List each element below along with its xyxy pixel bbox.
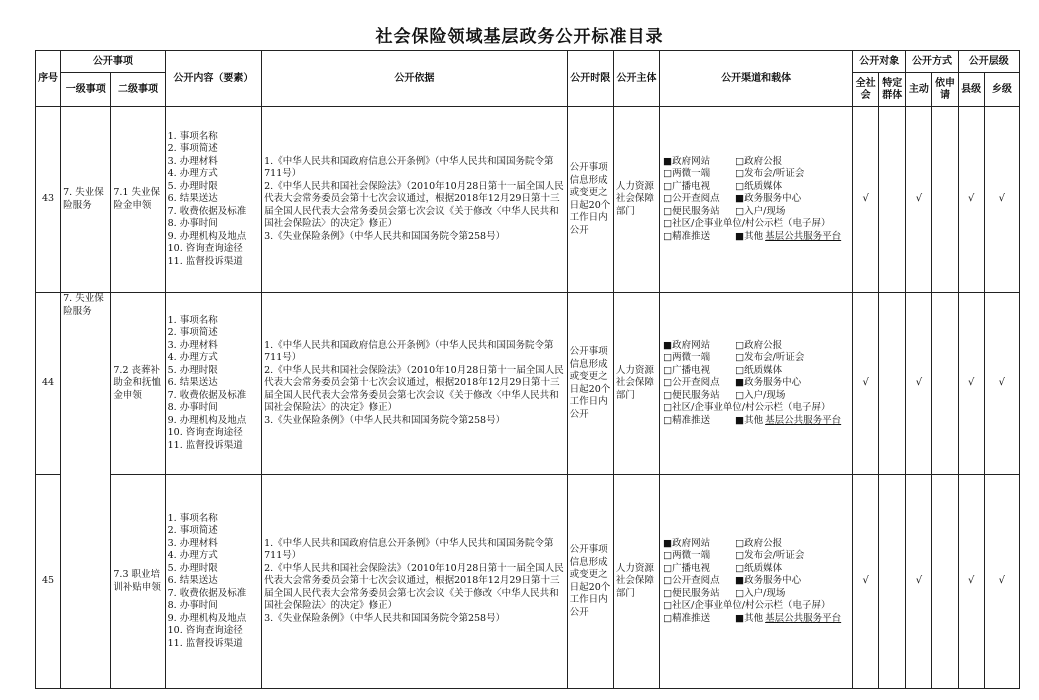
content-item: 3. 办理材料 xyxy=(167,339,218,351)
basis-item: 3.《失业保险条例》（中华人民共和国国务院令第258号） xyxy=(264,612,506,624)
content-item: 9. 办理机构及地点 xyxy=(167,612,247,624)
channel-row xyxy=(663,550,850,563)
content-item: 10. 咨询查询途径 xyxy=(167,427,243,439)
check-cell xyxy=(879,293,906,475)
check-cell: √ xyxy=(984,293,1019,475)
content-item: 6. 结果送达 xyxy=(167,193,218,205)
channel-option: ■政府网站 xyxy=(663,339,711,351)
channel-row xyxy=(663,206,850,219)
channel-option: □入户/现场 xyxy=(735,205,786,217)
check-cell: √ xyxy=(958,475,984,689)
header-level-town: 乡级 xyxy=(984,73,1019,107)
check-cell xyxy=(932,293,958,475)
row-channel xyxy=(660,107,853,293)
channel-option: □便民服务站 xyxy=(663,389,720,401)
header-time: 公开时限 xyxy=(567,51,613,107)
channel-option: ■政府网站 xyxy=(663,155,711,167)
channel-row xyxy=(663,156,850,169)
channel-option: □广播电视 xyxy=(663,562,711,574)
check-cell: √ xyxy=(958,293,984,475)
channel-option: ■政务服务中心 xyxy=(735,193,802,205)
check-cell xyxy=(932,107,958,293)
channel-option: □便民服务站 xyxy=(663,205,720,217)
row-basis xyxy=(262,475,568,689)
row-level1-text: 7. 失业保险服务 xyxy=(63,293,104,317)
channel-option: □纸质媒体 xyxy=(735,364,783,376)
page-title: 社会保险领域基层政务公开标准目录 xyxy=(375,27,664,47)
channel-row xyxy=(663,390,850,403)
content-item: 6. 结果送达 xyxy=(167,575,218,587)
content-item: 8. 办事时间 xyxy=(167,600,218,612)
check-cell: √ xyxy=(984,475,1019,689)
channel-option: □广播电视 xyxy=(663,364,711,376)
channel-option: □广播电视 xyxy=(663,180,711,192)
header-level2: 二级事项 xyxy=(111,73,165,107)
row-basis xyxy=(262,293,568,475)
check-cell xyxy=(932,475,958,689)
channel-option: □入户/现场 xyxy=(735,389,786,401)
check-cell: √ xyxy=(906,293,932,475)
header-level1: 一级事项 xyxy=(61,73,111,107)
header-target-special: 特定群体 xyxy=(879,73,906,107)
channel-option: □精准推送 xyxy=(663,414,711,426)
content-item: 5. 办理时限 xyxy=(167,562,218,574)
header-target-all: 全社会 xyxy=(853,73,879,107)
header-method-request: 依申请 xyxy=(932,73,958,107)
basis-item: 3.《失业保险条例》（中华人民共和国国务院令第258号） xyxy=(264,414,506,426)
row-channel xyxy=(660,293,853,475)
row-content-list xyxy=(165,107,261,293)
channel-other-text: 基层公共服务平台 xyxy=(765,230,842,242)
channel-option: □公开查阅点 xyxy=(663,377,720,389)
content-item: 1. 事项名称 xyxy=(167,130,218,142)
content-item: 2. 事项简述 xyxy=(167,143,218,155)
channel-row xyxy=(663,563,850,576)
header-level: 公开层级 xyxy=(958,51,1019,73)
channel-option: □两微一端 xyxy=(663,352,711,364)
channel-other-text: 基层公共服务平台 xyxy=(765,612,842,624)
content-item: 8. 办事时间 xyxy=(167,402,218,414)
channel-option: □社区/企事业单位/村公示栏（电子屏） xyxy=(663,218,831,230)
basis-item: 1.《中华人民共和国政府信息公开条例》（中华人民共和国国务院令第711号） xyxy=(264,537,554,562)
channel-other-text: 基层公共服务平台 xyxy=(765,414,842,426)
content-item: 6. 结果送达 xyxy=(167,377,218,389)
channel-row xyxy=(663,168,850,181)
check-cell: √ xyxy=(906,107,932,293)
header-row-1 xyxy=(36,51,1020,73)
row-level1 xyxy=(61,293,111,689)
check-cell: √ xyxy=(853,107,879,293)
content-item: 11. 监督投诉渠道 xyxy=(167,637,243,649)
check-cell: √ xyxy=(984,107,1019,293)
row-subject: 人力资源社会保障部门 xyxy=(613,107,659,293)
basis-item: 3.《失业保险条例》（中华人民共和国国务院令第258号） xyxy=(264,230,506,242)
header-basis: 公开依据 xyxy=(262,51,568,107)
channel-row xyxy=(663,588,850,601)
table-row xyxy=(36,293,1020,475)
header-target: 公开对象 xyxy=(853,51,906,73)
channel-option: □发布会/听证会 xyxy=(735,550,805,562)
channel-row xyxy=(663,365,850,378)
channel-option: □公开查阅点 xyxy=(663,193,720,205)
check-cell xyxy=(879,107,906,293)
row-level1: 7. 失业保险服务 xyxy=(61,107,111,293)
content-item: 4. 办理方式 xyxy=(167,168,218,180)
header-seq: 序号 xyxy=(36,51,61,107)
channel-option: □发布会/听证会 xyxy=(735,168,805,180)
channel-option: ■其他 xyxy=(735,230,764,242)
check-cell: √ xyxy=(853,475,879,689)
row-time: 公开事项信息形成或变更之日起20个工作日内公开 xyxy=(567,475,613,689)
channel-option: □两微一端 xyxy=(663,550,711,562)
table-row xyxy=(36,107,1020,293)
channel-option: □两微一端 xyxy=(663,168,711,180)
channel-row xyxy=(663,538,850,551)
content-item: 3. 办理材料 xyxy=(167,155,218,167)
channel-row xyxy=(663,613,850,626)
row-seq: 44 xyxy=(36,293,61,475)
channel-option: □精准推送 xyxy=(663,612,711,624)
header-method: 公开方式 xyxy=(906,51,958,73)
channel-option: □纸质媒体 xyxy=(735,180,783,192)
row-subject: 人力资源社会保障部门 xyxy=(613,475,659,689)
content-item: 10. 咨询查询途径 xyxy=(167,243,243,255)
content-item: 7. 收费依据及标准 xyxy=(167,389,247,401)
channel-row xyxy=(663,377,850,390)
channel-option: ■政府网站 xyxy=(663,537,711,549)
basis-item: 2.《中华人民共和国社会保险法》（2010年10月28日第十一届全国人民代表大会常务委员会第十七次会议通过，根据2018年12月29日第十三届全国人民代表大会常务委员会第七次会议《关于修改〈中华人民共和国社会保险法〉的决定》修正） xyxy=(264,562,564,612)
channel-option: □政府公报 xyxy=(735,339,783,351)
basis-item: 2.《中华人民共和国社会保险法》（2010年10月28日第十一届全国人民代表大会常务委员会第十七次会议通过，根据2018年12月29日第十三届全国人民代表大会常务委员会第七次会议《关于修改〈中华人民共和国社会保险法〉的决定》修正） xyxy=(264,364,564,414)
check-cell: √ xyxy=(958,107,984,293)
row-content-list xyxy=(165,475,261,689)
header-method-active: 主动 xyxy=(906,73,932,107)
content-item: 9. 办理机构及地点 xyxy=(167,414,247,426)
content-item: 7. 收费依据及标准 xyxy=(167,587,247,599)
row-time: 公开事项信息形成或变更之日起20个工作日内公开 xyxy=(567,293,613,475)
content-item: 2. 事项简述 xyxy=(167,327,218,339)
content-item: 7. 收费依据及标准 xyxy=(167,205,247,217)
channel-row xyxy=(663,352,850,365)
basis-item: 1.《中华人民共和国政府信息公开条例》（中华人民共和国国务院令第711号） xyxy=(264,155,554,180)
channel-option: □发布会/听证会 xyxy=(735,352,805,364)
row-channel xyxy=(660,475,853,689)
channel-row xyxy=(663,181,850,194)
row-content-list xyxy=(165,293,261,475)
header-matter: 公开事项 xyxy=(61,51,166,73)
header-level-county: 县级 xyxy=(958,73,984,107)
content-item: 5. 办理时限 xyxy=(167,180,218,192)
channel-option: □纸质媒体 xyxy=(735,562,783,574)
row-subject: 人力资源社会保障部门 xyxy=(613,293,659,475)
content-item: 9. 办理机构及地点 xyxy=(167,230,247,242)
catalog-table xyxy=(35,50,1020,689)
row-time: 公开事项信息形成或变更之日起20个工作日内公开 xyxy=(567,107,613,293)
content-item: 4. 办理方式 xyxy=(167,352,218,364)
check-cell: √ xyxy=(906,475,932,689)
check-cell: √ xyxy=(853,293,879,475)
channel-option: □便民服务站 xyxy=(663,587,720,599)
channel-row xyxy=(663,231,850,244)
header-subject: 公开主体 xyxy=(613,51,659,107)
table-row xyxy=(36,475,1020,689)
content-item: 11. 监督投诉渠道 xyxy=(167,255,243,267)
content-item: 2. 事项简述 xyxy=(167,525,218,537)
row-seq: 45 xyxy=(36,475,61,689)
row-level2: 7.3 职业培训补贴申领 xyxy=(111,475,165,689)
channel-option: □政府公报 xyxy=(735,155,783,167)
content-item: 4. 办理方式 xyxy=(167,550,218,562)
content-item: 11. 监督投诉渠道 xyxy=(167,439,243,451)
channel-option: ■其他 xyxy=(735,612,764,624)
channel-row xyxy=(663,193,850,206)
channel-option: □社区/企事业单位/村公示栏（电子屏） xyxy=(663,402,831,414)
channel-option: □社区/企事业单位/村公示栏（电子屏） xyxy=(663,600,831,612)
header-content: 公开内容（要素） xyxy=(165,51,261,107)
content-item: 1. 事项名称 xyxy=(167,512,218,524)
content-item: 10. 咨询查询途径 xyxy=(167,625,243,637)
check-cell xyxy=(879,475,906,689)
channel-option: □精准推送 xyxy=(663,230,711,242)
channel-row xyxy=(663,575,850,588)
row-seq: 43 xyxy=(36,107,61,293)
channel-option: ■政务服务中心 xyxy=(735,377,802,389)
channel-option: □公开查阅点 xyxy=(663,575,720,587)
channel-row xyxy=(663,340,850,353)
row-level2: 7.2 丧葬补助金和抚恤金申领 xyxy=(111,293,165,475)
basis-item: 1.《中华人民共和国政府信息公开条例》（中华人民共和国国务院令第711号） xyxy=(264,339,554,364)
content-item: 8. 办事时间 xyxy=(167,218,218,230)
content-item: 3. 办理材料 xyxy=(167,537,218,549)
content-item: 1. 事项名称 xyxy=(167,314,218,326)
content-item: 5. 办理时限 xyxy=(167,364,218,376)
channel-option: ■其他 xyxy=(735,414,764,426)
row-basis xyxy=(262,107,568,293)
channel-row xyxy=(663,415,850,428)
channel-option: ■政务服务中心 xyxy=(735,575,802,587)
channel-option: □入户/现场 xyxy=(735,587,786,599)
row-level2: 7.1 失业保险金申领 xyxy=(111,107,165,293)
channel-option: □政府公报 xyxy=(735,537,783,549)
header-channel: 公开渠道和载体 xyxy=(660,51,853,107)
basis-item: 2.《中华人民共和国社会保险法》（2010年10月28日第十一届全国人民代表大会常务委员会第十七次会议通过，根据2018年12月29日第十三届全国人民代表大会常务委员会第七次会议《关于修改〈中华人民共和国社会保险法〉的决定》修正） xyxy=(264,180,564,230)
